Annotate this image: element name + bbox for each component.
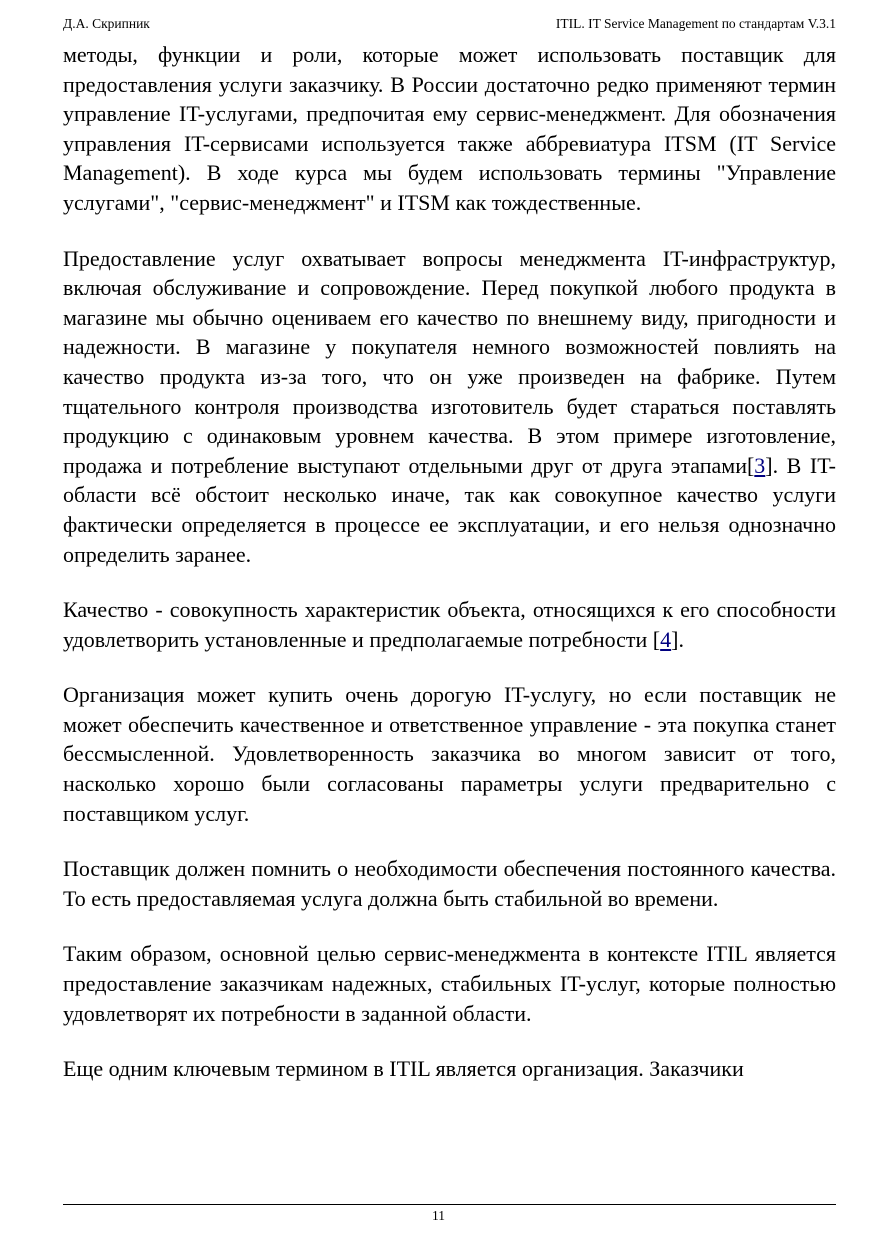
paragraph: [63, 595, 836, 654]
paragraph-text: методы, функции и роли, которые может использовать поставщик для предоставления услуги заказчику. В России достаточно редко применяют термин управление IT-услугами, предпочитая ему сервис-менеджмент. Для обозначения управления IT-сервисами используется также аббревиатура ITSM (IT Service Management). В ходе курса мы будем использовать термины "Управление услугами", "сервис-менеджмент" и ITSM как тождественные.: [63, 42, 836, 215]
paragraph: [63, 40, 836, 218]
paragraph-text: Качество - совокупность характеристик объекта, относящихся к его способности удовлетворить установленные и предполагаемые потребности [: [63, 597, 836, 652]
reference-link-4[interactable]: 4: [660, 626, 672, 652]
paragraph: [63, 1054, 836, 1084]
paragraph: [63, 680, 836, 828]
paragraph-text: Еще одним ключевым термином в ITIL является организация. Заказчики: [63, 1056, 744, 1082]
document-body: [63, 40, 836, 1110]
page-number: 11: [432, 1208, 445, 1223]
paragraph: [63, 854, 836, 913]
paragraph-text: Поставщик должен помнить о необходимости обеспечения постоянного качества. То есть предоставляемая услуга должна быть стабильной во времени.: [63, 856, 836, 911]
paragraph: [63, 939, 836, 1028]
page-header: [63, 16, 836, 36]
paragraph: [63, 244, 836, 570]
paragraph-text: Организация может купить очень дорогую IT-услугу, но если поставщик не может обеспечить качественное и ответственное управление - эта покупка станет бессмысленной. Удовлетворенность заказчика во многом зависит от того, насколько хорошо были согласованы параметры услуги предварительно с поставщиком услуг.: [63, 682, 836, 826]
reference-link-3[interactable]: 3: [754, 452, 766, 478]
paragraph-text: ]. В IT-области всё обстоит несколько иначе, так как совокупное качество услуги фактически определяется в процессе ее эксплуатации, и его нельзя однозначно определить заранее.: [63, 452, 836, 567]
paragraph-text: ].: [671, 626, 684, 652]
paragraph-text: Таким образом, основной целью сервис-менеджмента в контексте ITIL является предоставление заказчикам надежных, стабильных IT-услуг, которые полностью удовлетворят их потребности в заданной области.: [63, 941, 836, 1026]
footer-divider: [63, 1204, 836, 1205]
header-author: Д.А. Скрипник: [63, 16, 150, 31]
header-title: ITIL. IT Service Management по стандартам V.3.1: [555, 16, 836, 31]
paragraph-text: Предоставление услуг охватывает вопросы менеджмента IT-инфраструктур, включая обслуживание и сопровождение. Перед покупкой любого продукта в магазине мы обычно оцениваем его качество по внешнему виду, пригодности и надежности. В магазине у покупателя немного возможностей повлиять на качество продукта из-за того, что он уже произведен на фабрике. Путем тщательного контроля производства изготовитель будет стараться поставлять продукцию с одинаковым уровнем качества. В этом примере изготовление, продажа и потребление выступают отдельными друг от друга этапами[: [63, 245, 836, 478]
